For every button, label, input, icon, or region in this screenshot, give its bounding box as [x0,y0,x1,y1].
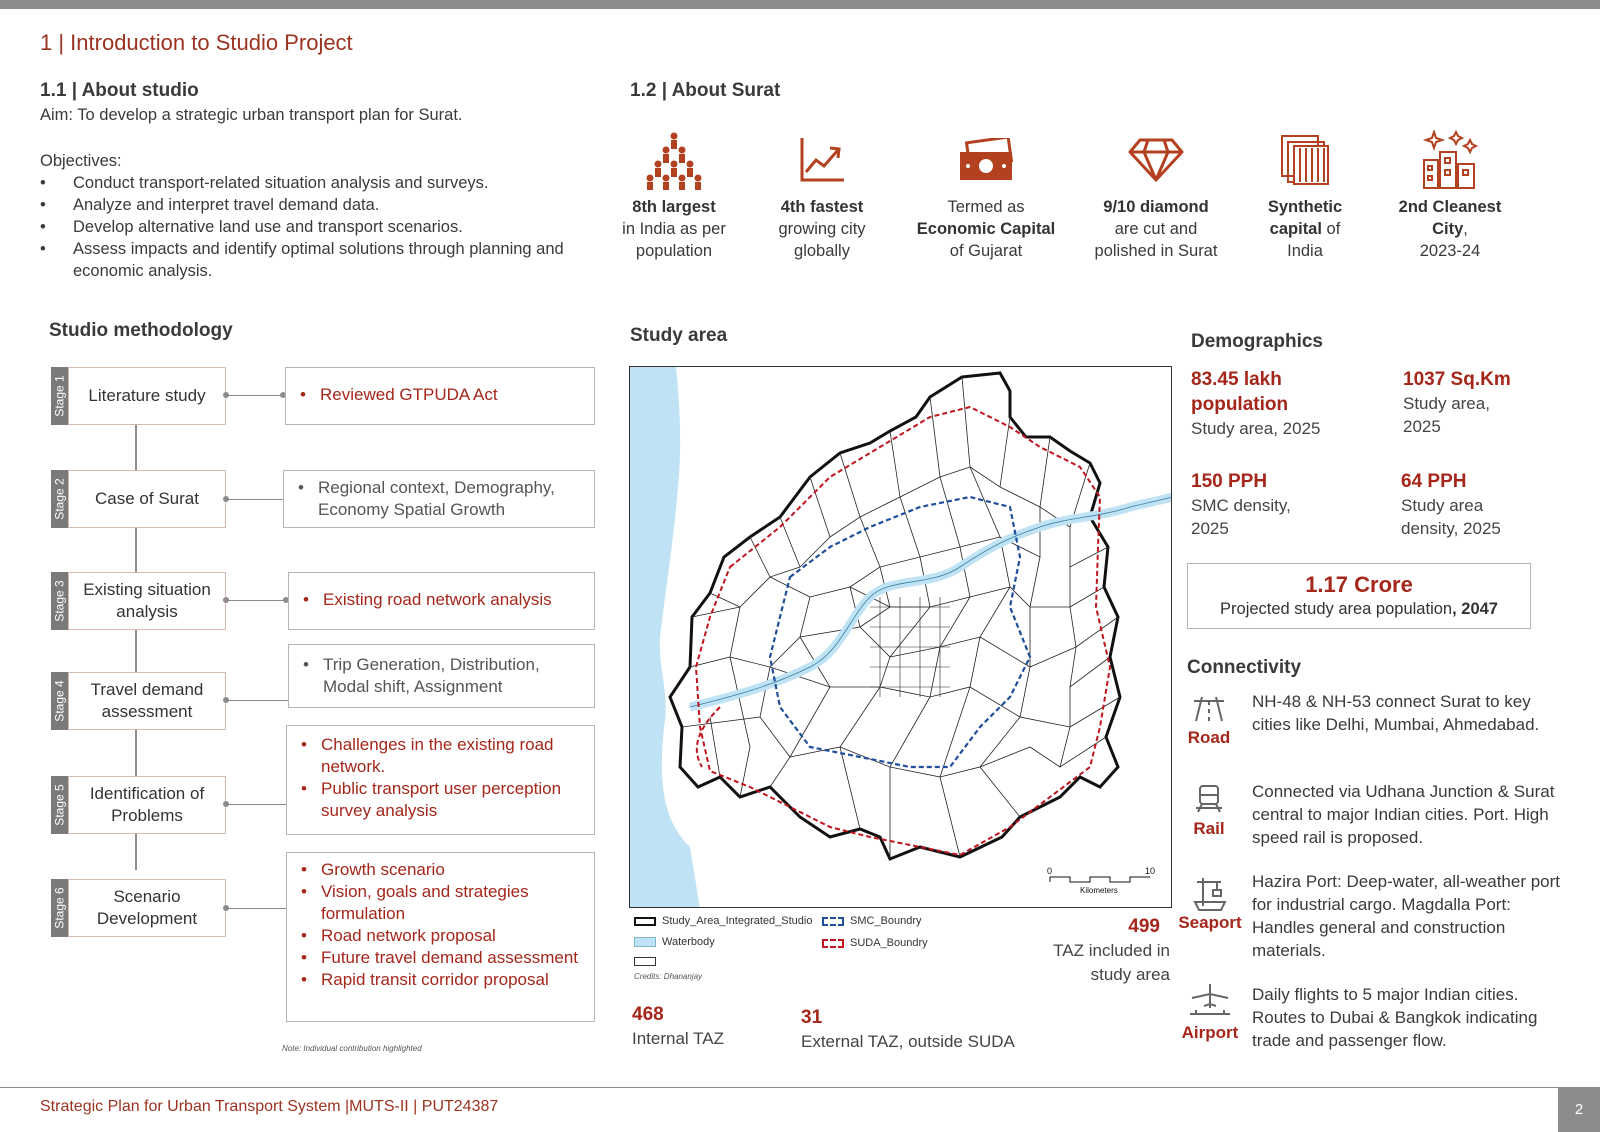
stage-output: • Growth scenario • Vision, goals and strategies formulation • Road network proposal • Future travel demand assessment • Rapid transit corridor proposal [286,852,595,1022]
stage-tab: Stage 3 [51,572,69,630]
connector-line [226,908,286,909]
taz-total-value: 499 [1128,916,1160,937]
methodology-note: Note: Individual contribution highlighted [282,1044,422,1053]
stage-box: Existing situation analysis [68,572,226,630]
legend-smc-swatch [822,917,844,926]
projection-box [1187,563,1531,629]
stage-box: Literature study [68,367,226,425]
scale-unit: Kilometers [1080,886,1118,895]
taz-external-label: External TAZ, outside SUDA [801,1032,1015,1051]
projection-value: 1.17 Crore [1305,572,1413,597]
legend-study-area: Study_Area_Integrated_Studio [634,915,812,927]
stage-box: Travel demand assessment [68,672,226,730]
legend-study-swatch [634,917,656,926]
taz-internal-value: 468 [632,1004,664,1025]
connector-dot [223,697,229,703]
connector-dot [223,801,229,807]
objective-item: • Develop alternative land use and transport scenarios. [40,216,580,238]
methodology-heading: Studio methodology [49,320,233,341]
airport-icon [1175,982,1245,1023]
airport-text: Daily flights to 5 major Indian cities. Routes to Dubai & Bangkok indicating trade and passenger flow. [1252,985,1538,1050]
legend-suda-swatch [822,939,844,948]
legend-suda: SUDA_Boundry [822,937,928,949]
about-surat-heading: 1.2 | About Surat [630,80,781,101]
stat-population: 83.45 lakh population Study area, 2025 [1191,369,1321,438]
stage-tab: Stage 2 [51,470,69,528]
stat-smc-density: 150 PPH SMC density, 2025 [1191,471,1291,538]
connector-dot [223,597,229,603]
taz-external-value: 31 [801,1007,823,1028]
connector-dot [223,496,229,502]
aim-text: Aim: To develop a strategic urban transport plan for Surat. [40,106,463,124]
stage-output: • Trip Generation, Distribution, Modal shift, Assignment [288,644,595,708]
connector-line [226,700,288,701]
map-credits: Credits: Dhananjay [634,972,703,981]
connector-line [226,600,288,601]
legend-water-swatch [634,937,656,947]
scale-bar [1050,877,1150,882]
fact-fastest: 4th fastest growing city globally [752,128,892,262]
taz-internal-label: Internal TAZ [632,1029,724,1048]
legend-empty-swatch [634,957,656,966]
stage-tab: Stage 4 [51,672,69,730]
connector-line [226,499,284,500]
fact-synthetic: Synthetic capital of India [1240,128,1370,262]
seaport-icon [1175,876,1245,917]
stage-tab: Stage 5 [51,776,69,834]
growth-chart-icon [752,128,892,192]
fabric-icon [1240,128,1370,192]
objective-item: • Assess impacts and identify optimal solutions through planning and economic analysis. [40,238,580,282]
road-mode: Road [1179,693,1239,748]
objective-item: • Analyze and interpret travel demand data. [40,194,580,216]
sea-waterbody [630,367,700,908]
stage-box: Case of Surat [68,470,226,528]
stat-study-density: 64 PPH Study area density, 2025 [1401,471,1501,538]
connector-line [226,804,286,805]
connector-line [226,395,284,396]
objectives-list [40,172,580,282]
projection-label: Projected study area population [1220,600,1453,618]
stage-box: Identification of Problems [68,776,226,834]
fact-cleanest: 2nd Cleanest City, 2023-24 [1380,128,1520,262]
clean-city-icon [1380,128,1520,192]
stage-tab: Stage 6 [51,879,69,937]
projection-year: , 2047 [1452,600,1498,618]
stat-area: 1037 Sq.Km Study area, 2025 [1403,369,1511,436]
study-area-boundary [670,373,1120,859]
stage-box: Scenario Development [68,879,226,937]
population-icon [604,128,744,192]
study-area-heading: Study area [630,325,728,346]
legend-waterbody: Waterbody [634,936,715,948]
footer-divider [0,1087,1600,1088]
scale-zero: 0 [1047,866,1053,876]
fact-diamond: 9/10 diamond are cut and polished in Surat [1086,128,1226,262]
rail-mode: Rail [1179,784,1239,839]
stage-output: • Existing road network analysis [288,572,595,630]
connector-dot [223,392,229,398]
connector-dot [223,905,229,911]
objective-item: • Conduct transport-related situation analysis and surveys. [40,172,580,194]
objectives-label: Objectives: [40,152,122,170]
airport-mode: Airport [1175,982,1245,1043]
stage-output: • Challenges in the existing road network. • Public transport user perception survey analysis [286,725,595,835]
scale-ten: 10 [1145,866,1156,876]
fact-largest: 8th largest in India as per population [604,128,744,262]
legend-empty [634,955,662,967]
legend-smc: SMC_Boundry [822,915,922,927]
rail-icon [1179,784,1239,819]
road-icon [1179,693,1239,728]
road-text: NH-48 & NH-53 connect Surat to key cities like Delhi, Mumbai, Ahmedabad. [1252,692,1540,734]
top-bar [0,0,1600,9]
footer-text: Strategic Plan for Urban Transport System |MUTS-II | PUT24387 [40,1098,499,1115]
demographics-heading: Demographics [1191,331,1323,352]
about-studio-heading: 1.1 | About studio [40,80,199,101]
page-number: 2 [1558,1087,1600,1132]
stage-output: • Regional context, Demography, Economy Spatial Growth [283,470,595,528]
stage-tab: Stage 1 [51,367,69,425]
seaport-mode: Seaport [1175,876,1245,933]
study-area-map [629,366,1172,908]
rail-text: Connected via Udhana Junction & Surat central to major Indian cities. Port. High speed rail is proposed. [1252,782,1555,847]
taz-total-label: TAZ included in study area [1053,941,1170,984]
money-icon [916,128,1056,192]
seaport-text: Hazira Port: Deep-water, all-weather port for industrial cargo. Magdalla Port: Handles general and construction materials. [1252,872,1561,960]
fact-economic-capital: Termed as Economic Capital of Gujarat [916,128,1056,262]
page-title: 1 | Introduction to Studio Project [40,30,353,55]
stage-output: • Reviewed GTPUDA Act [285,367,595,425]
connectivity-heading: Connectivity [1187,657,1302,678]
diamond-icon [1086,128,1226,192]
